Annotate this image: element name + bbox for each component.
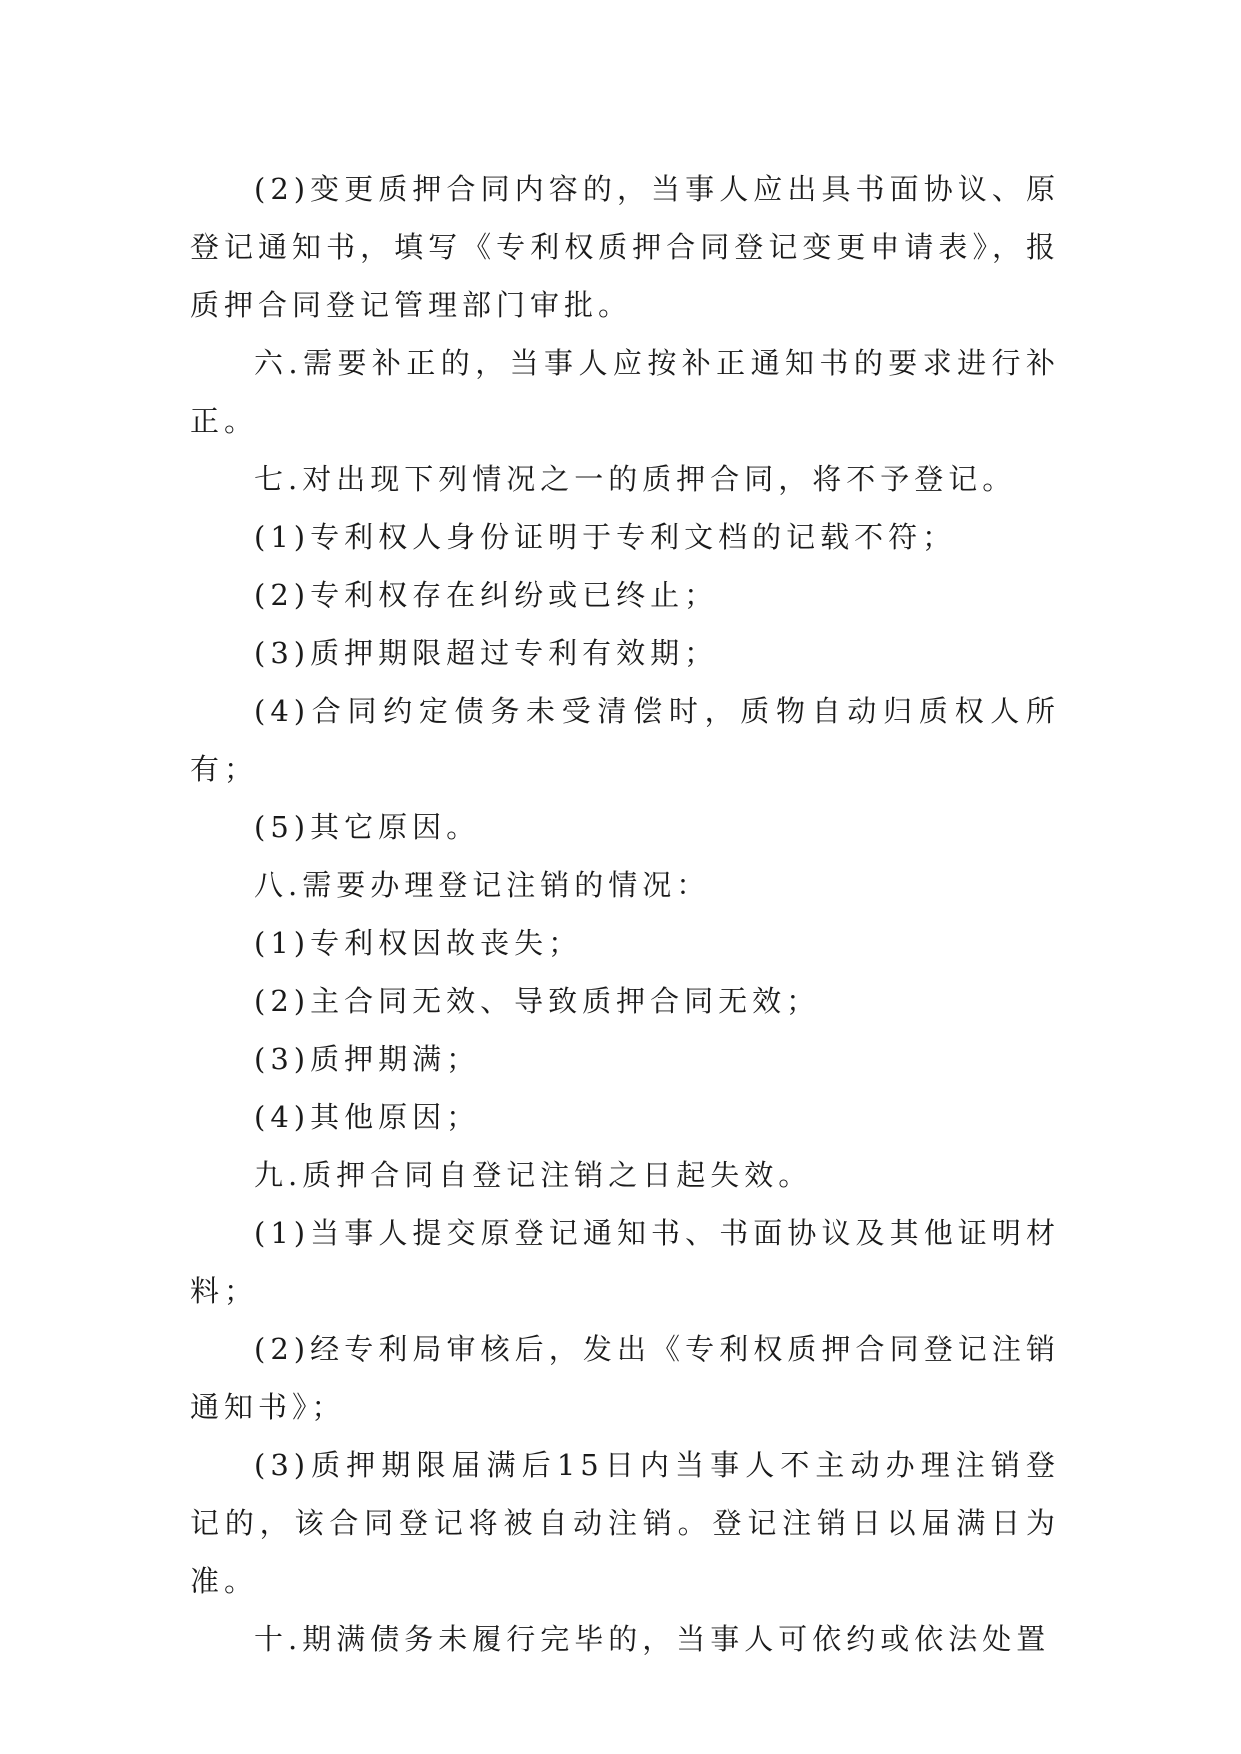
list-item: (1)当事人提交原登记通知书、书面协议及其他证明材料； <box>190 1216 1060 1308</box>
paragraph-section-7: 七.对出现下列情况之一的质押合同，将不予登记。 <box>254 462 1017 496</box>
paragraph-section-9: 九.质押合同自登记注销之日起失效。 <box>254 1158 813 1192</box>
paragraph-section-10: 十.期满债务未履行完毕的，当事人可依约或依法处置 <box>254 1622 1051 1656</box>
list-item: (1)专利权人身份证明于专利文档的记载不符； <box>254 520 957 554</box>
list-item: (3)质押期满； <box>254 1042 481 1076</box>
list-item: (5)其它原因。 <box>254 810 481 844</box>
list-item: (3)质押期限超过专利有效期； <box>254 636 719 670</box>
list-item: (4)其他原因； <box>254 1100 481 1134</box>
list-item: (2)主合同无效、导致质押合同无效； <box>254 984 821 1018</box>
list-item: (4)合同约定债务未受清偿时，质物自动归质权人所有； <box>190 694 1060 786</box>
paragraph-section-6: 六.需要补正的，当事人应按补正通知书的要求进行补正。 <box>190 346 1060 438</box>
list-item: (1)专利权因故丧失； <box>254 926 583 960</box>
list-item: (2)专利权存在纠纷或已终止； <box>254 578 719 612</box>
paragraph-change-content: (2)变更质押合同内容的，当事人应出具书面协议、原登记通知书，填写《专利权质押合同登记变更申请表》，报质押合同登记管理部门审批。 <box>190 172 1060 322</box>
document-body <box>190 160 1060 1668</box>
list-item: (2)经专利局审核后，发出《专利权质押合同登记注销通知书》； <box>190 1332 1060 1424</box>
list-item: (3)质押期限届满后15日内当事人不主动办理注销登记的，该合同登记将被自动注销。登记注销日以届满日为准。 <box>190 1448 1060 1598</box>
paragraph-section-8: 八.需要办理登记注销的情况： <box>254 868 711 902</box>
